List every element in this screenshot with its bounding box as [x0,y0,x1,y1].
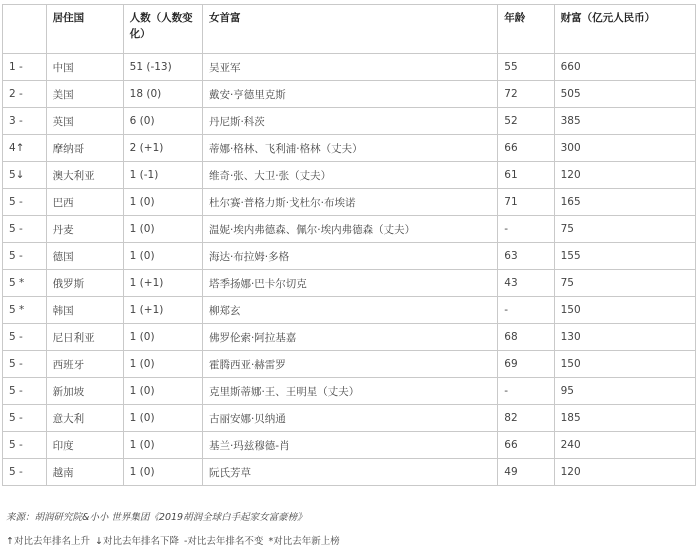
table-body [3,54,696,486]
wealth-cell: 385 [554,108,695,135]
wealth-cell: 185 [554,405,695,432]
header-row [3,5,696,54]
header-wealth: 财富（亿元人民币） [554,5,695,54]
richest-woman-cell: 戴安·亨德里克斯 [202,81,497,108]
rank-cell: 5 - [3,378,47,405]
count-cell: 1 (-1) [123,162,202,189]
age-cell: 49 [498,459,554,486]
count-cell: 1 (0) [123,216,202,243]
table-row [3,81,696,108]
count-cell: 2 (+1) [123,135,202,162]
country-cell: 新加坡 [46,378,123,405]
richest-woman-cell: 古丽安娜·贝纳通 [202,405,497,432]
rank-cell: 3 - [3,108,47,135]
rank-cell: 2 - [3,81,47,108]
table-row [3,297,696,324]
table-row [3,162,696,189]
rank-cell: 5 - [3,351,47,378]
count-cell: 1 (+1) [123,270,202,297]
table-row [3,432,696,459]
age-cell: 68 [498,324,554,351]
table-row [3,216,696,243]
age-cell: 71 [498,189,554,216]
country-cell: 意大利 [46,405,123,432]
age-cell: - [498,297,554,324]
rank-cell: 5 - [3,216,47,243]
rank-cell: 1 - [3,54,47,81]
richest-woman-cell: 杜尔赛·普格力斯·戈杜尔·布埃诺 [202,189,497,216]
country-cell: 中国 [46,54,123,81]
richest-woman-cell: 柳郑玄 [202,297,497,324]
legend-new-entry: *对比去年新上榜 [268,536,340,547]
source-note: 来源：胡润研究院&小小 世界集团《2019胡润全球白手起家女富豪榜》 [6,512,307,523]
rank-cell: 5 - [3,243,47,270]
country-cell: 英国 [46,108,123,135]
header-country: 居住国 [46,5,123,54]
rank-cell: 5 * [3,297,47,324]
table-row [3,459,696,486]
table-header [3,5,696,54]
age-cell: 69 [498,351,554,378]
country-cell: 巴西 [46,189,123,216]
country-cell: 越南 [46,459,123,486]
richest-woman-cell: 温妮·埃内弗德森、佩尔·埃内弗德森（丈夫） [202,216,497,243]
age-cell: 66 [498,135,554,162]
country-cell: 澳大利亚 [46,162,123,189]
country-cell: 德国 [46,243,123,270]
rank-cell: 4↑ [3,135,47,162]
header-age: 年龄 [498,5,554,54]
table-row [3,405,696,432]
wealth-cell: 120 [554,459,695,486]
wealth-cell: 300 [554,135,695,162]
rank-cell: 5 - [3,324,47,351]
wealth-cell: 240 [554,432,695,459]
wealth-cell: 155 [554,243,695,270]
country-cell: 摩纳哥 [46,135,123,162]
country-cell: 西班牙 [46,351,123,378]
wealth-cell: 130 [554,324,695,351]
rank-cell: 5 - [3,459,47,486]
richest-woman-cell: 霍腾西亚·赫雷罗 [202,351,497,378]
count-cell: 1 (0) [123,432,202,459]
count-cell: 1 (+1) [123,297,202,324]
wealth-cell: 150 [554,351,695,378]
rank-cell: 5 - [3,189,47,216]
wealth-cell: 75 [554,216,695,243]
count-cell: 1 (0) [123,189,202,216]
count-cell: 51 (-13) [123,54,202,81]
country-cell: 尼日利亚 [46,324,123,351]
table-row [3,54,696,81]
count-cell: 1 (0) [123,243,202,270]
count-cell: 18 (0) [123,81,202,108]
age-cell: 72 [498,81,554,108]
wealth-ranking-table [2,4,696,486]
count-cell: 1 (0) [123,459,202,486]
age-cell: 82 [498,405,554,432]
richest-woman-cell: 克里斯蒂娜·王、王明星（丈夫） [202,378,497,405]
age-cell: 52 [498,108,554,135]
richest-woman-cell: 海达·布拉姆·多格 [202,243,497,270]
legend-rank-up: ↑对比去年排名上升 [6,536,90,547]
richest-woman-cell: 维奇·张、大卫·张（丈夫） [202,162,497,189]
header-rank [3,5,47,54]
header-richest-woman: 女首富 [202,5,497,54]
table-row [3,378,696,405]
country-cell: 俄罗斯 [46,270,123,297]
country-cell: 丹麦 [46,216,123,243]
wealth-cell: 150 [554,297,695,324]
richest-woman-cell: 阮氏芳草 [202,459,497,486]
wealth-cell: 95 [554,378,695,405]
richest-woman-cell: 基兰·玛兹穆德-肖 [202,432,497,459]
age-cell: 63 [498,243,554,270]
table-row [3,324,696,351]
header-count: 人数（人数变化） [123,5,202,54]
rank-cell: 5↓ [3,162,47,189]
count-cell: 1 (0) [123,378,202,405]
age-cell: 61 [498,162,554,189]
country-cell: 韩国 [46,297,123,324]
count-cell: 1 (0) [123,324,202,351]
richest-woman-cell: 佛罗伦索·阿拉基嘉 [202,324,497,351]
country-cell: 印度 [46,432,123,459]
table-row [3,135,696,162]
count-cell: 6 (0) [123,108,202,135]
age-cell: - [498,216,554,243]
wealth-cell: 165 [554,189,695,216]
wealth-cell: 75 [554,270,695,297]
richest-woman-cell: 塔季扬娜·巴卡尔切克 [202,270,497,297]
rank-cell: 5 * [3,270,47,297]
legend-rank-down: ↓对比去年排名下降 [95,536,179,547]
rank-change-legend [6,533,342,547]
rank-cell: 5 - [3,405,47,432]
richest-woman-cell: 蒂娜·格林、飞利浦·格林（丈夫） [202,135,497,162]
richest-woman-cell: 丹尼斯·科茨 [202,108,497,135]
table-row [3,243,696,270]
count-cell: 1 (0) [123,405,202,432]
wealth-cell: 505 [554,81,695,108]
table-row [3,189,696,216]
country-cell: 美国 [46,81,123,108]
legend-rank-unchanged: -对比去年排名不变 [184,536,264,547]
wealth-cell: 660 [554,54,695,81]
age-cell: 43 [498,270,554,297]
age-cell: 66 [498,432,554,459]
table-row [3,108,696,135]
age-cell: - [498,378,554,405]
rank-cell: 5 - [3,432,47,459]
richest-woman-cell: 吴亚军 [202,54,497,81]
age-cell: 55 [498,54,554,81]
wealth-cell: 120 [554,162,695,189]
count-cell: 1 (0) [123,351,202,378]
table-row [3,270,696,297]
table-row [3,351,696,378]
